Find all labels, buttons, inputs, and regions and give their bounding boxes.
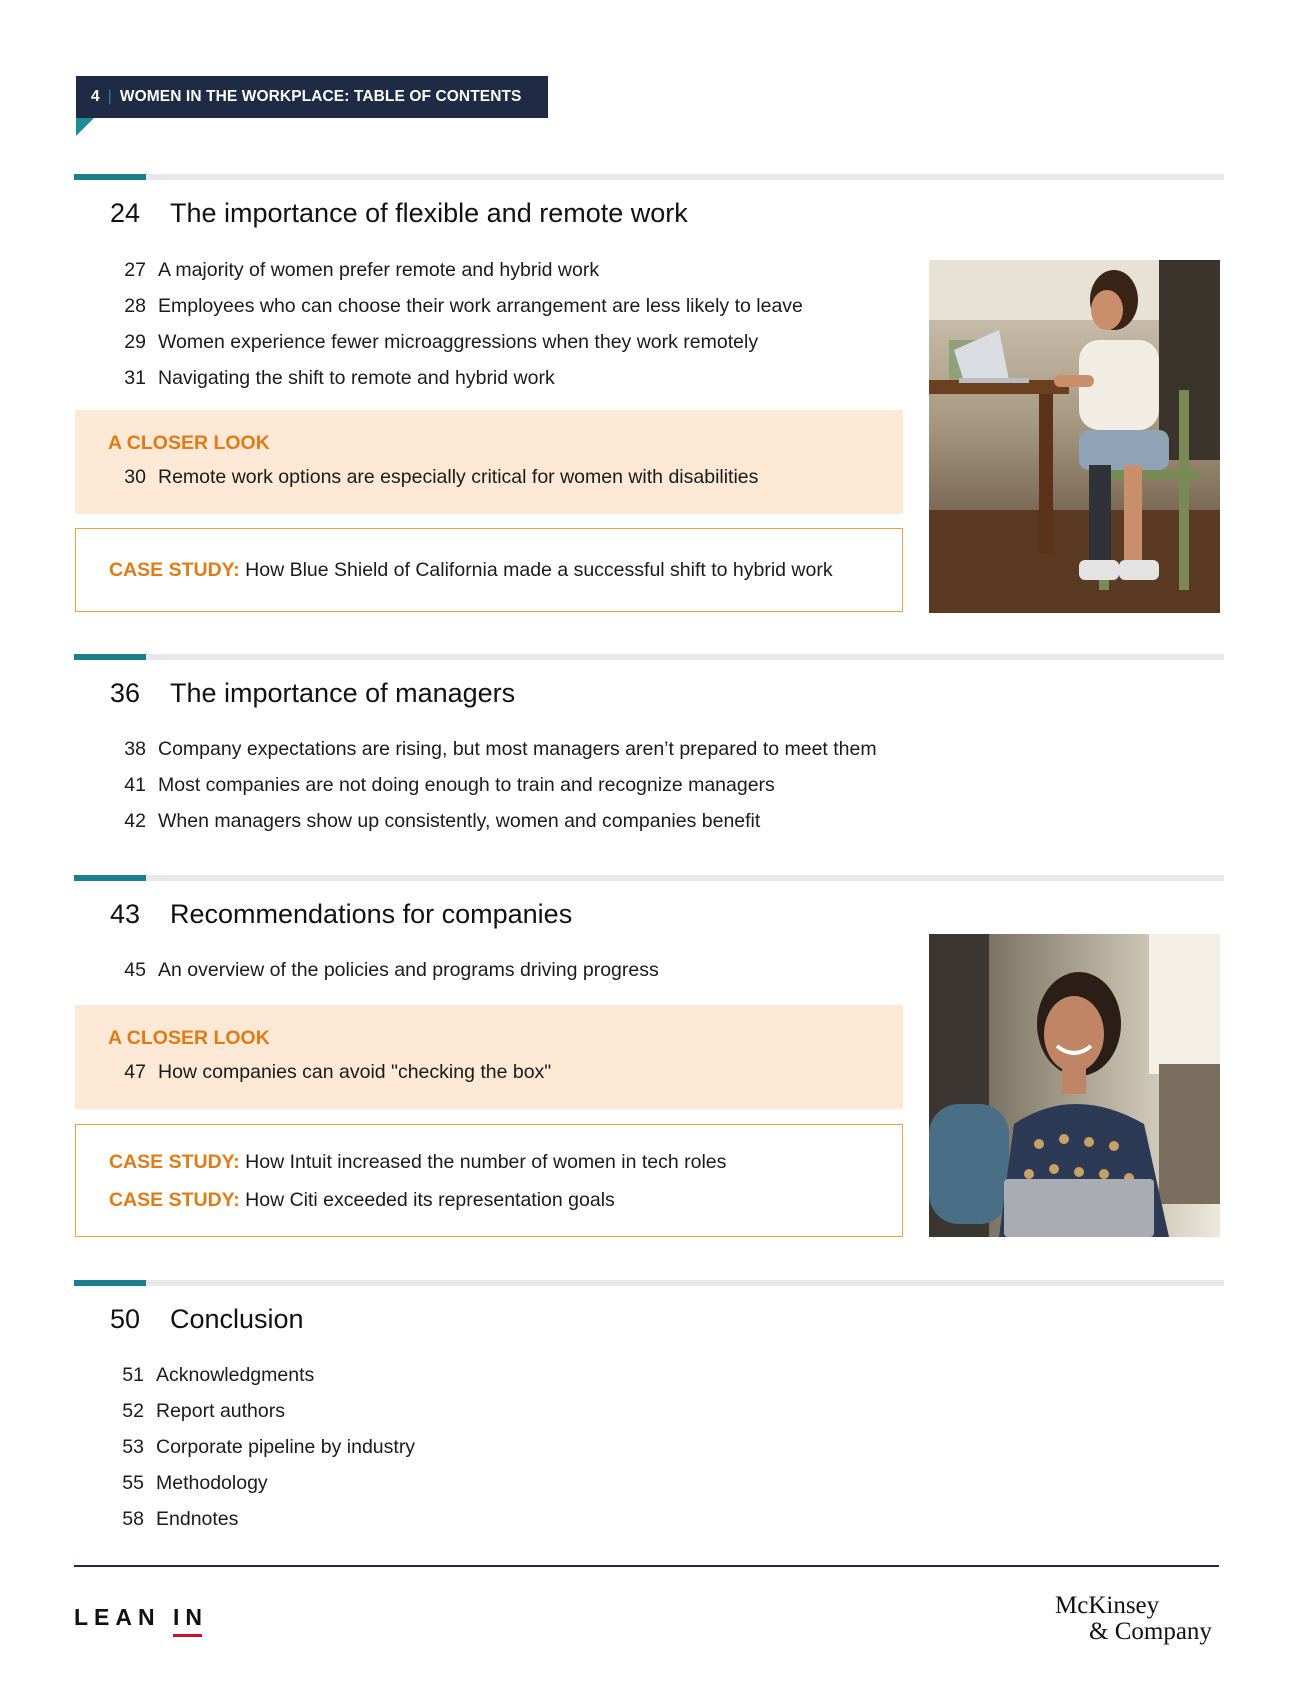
toc-item[interactable]: 28 Employees who can choose their work arrangement are less likely to leave [124,294,803,317]
section-title[interactable]: 43 Recommendations for companies [110,899,573,929]
header-flag-decoration [76,118,94,136]
case-study-item[interactable]: CASE STUDY: How Citi exceeded its representation goals [109,1189,615,1211]
toc-list [110,952,659,988]
mckinsey-logo: McKinsey & Company [1055,1592,1212,1645]
section-divider [74,654,1224,660]
section-divider [74,1280,1224,1286]
closer-look-box [75,1005,903,1109]
toc-item[interactable]: 58 Endnotes [122,1507,239,1530]
case-study-item[interactable]: CASE STUDY: How Blue Shield of California made a successful shift to hybrid work [109,559,833,581]
photo-woman-smiling [929,934,1220,1237]
toc-item[interactable]: 29 Women experience fewer microaggressions when they work remotely [124,330,759,353]
toc-item[interactable]: 38 Company expectations are rising, but most managers aren’t prepared to meet them [124,737,877,760]
toc-item[interactable]: 41 Most companies are not doing enough to train and recognize managers [124,773,775,796]
case-study-item[interactable]: CASE STUDY: How Intuit increased the number of women in tech roles [109,1151,727,1173]
footer-rule [74,1565,1219,1567]
header-title: WOMEN IN THE WORKPLACE: TABLE OF CONTENTS [119,88,522,105]
page-header [76,76,548,118]
section-divider [74,174,1224,180]
toc-list [110,252,803,396]
case-study-box [75,528,903,612]
toc-item[interactable]: 42 When managers show up consistently, women and companies benefit [124,809,761,832]
toc-item[interactable]: 45 An overview of the policies and programs driving progress [124,958,659,981]
toc-item[interactable]: 52 Report authors [122,1399,285,1422]
section-title[interactable]: 36 The importance of managers [110,678,516,708]
section-title[interactable]: 50 Conclusion [110,1304,304,1334]
toc-item[interactable]: 51 Acknowledgments [122,1363,315,1386]
toc-list [110,731,877,839]
case-study-box [75,1124,903,1237]
closer-look-label: A CLOSER LOOK [108,432,270,454]
closer-look-label: A CLOSER LOOK [108,1027,270,1049]
section-title[interactable]: 24 The importance of flexible and remote work [110,198,688,228]
header-page-number: 4 [91,88,100,105]
photo-woman-remote-work [929,260,1220,613]
lean-in-logo: LEAN IN [74,1604,208,1630]
toc-item[interactable]: 53 Corporate pipeline by industry [122,1435,416,1458]
closer-look-item[interactable]: 47 How companies can avoid "checking the box" [124,1061,552,1083]
toc-item[interactable]: 55 Methodology [122,1471,268,1494]
closer-look-item[interactable]: 30 Remote work options are especially critical for women with disabilities [124,466,759,488]
toc-item[interactable]: 27 A majority of women prefer remote and hybrid work [124,258,600,281]
header-separator: | [107,88,112,105]
closer-look-box [75,410,903,514]
toc-list [108,1357,415,1537]
section-divider [74,875,1224,881]
toc-item[interactable]: 31 Navigating the shift to remote and hybrid work [124,366,555,389]
